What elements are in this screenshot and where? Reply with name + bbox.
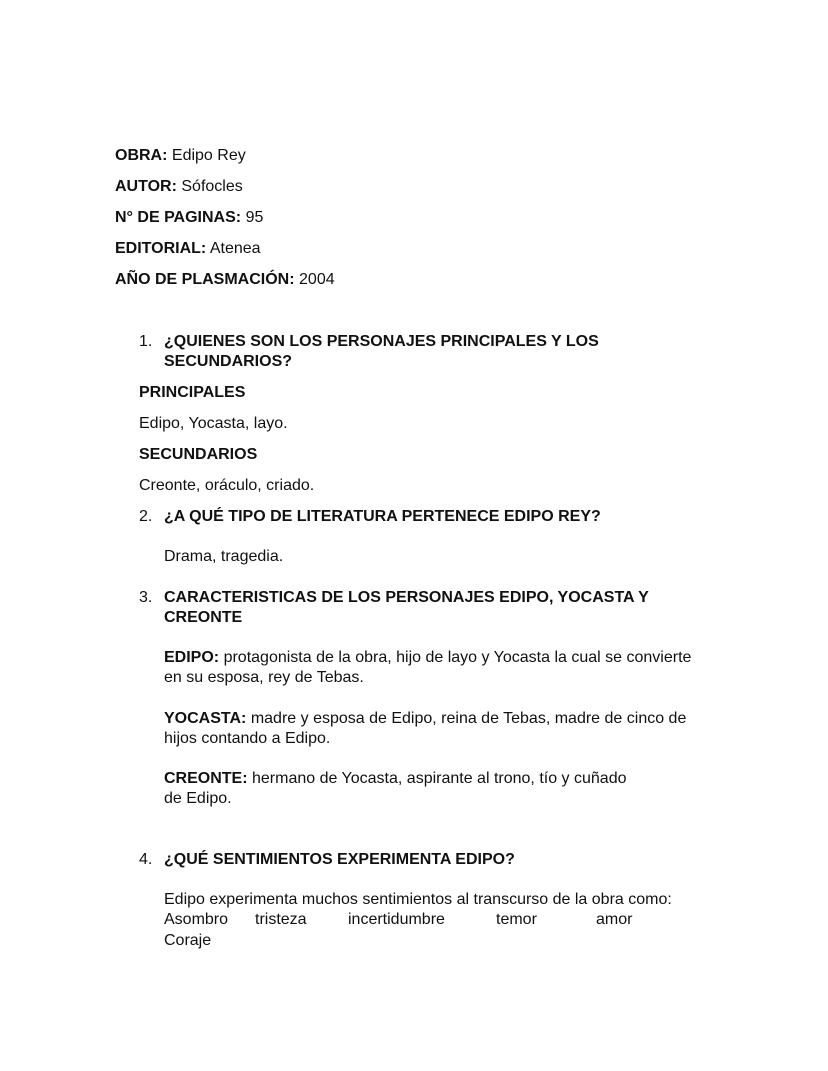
question-number: 2. (139, 508, 153, 525)
emotion-word: Asombro (164, 911, 229, 928)
section-heading-principales: PRINCIPALES (139, 384, 246, 401)
question-intro: Edipo experimenta muchos sentimientos al transcurso de la obra como: (164, 891, 672, 908)
character-desc-cont: de Edipo. (164, 790, 232, 807)
meta-label: AÑO DE PLASMACIÓN: (115, 271, 295, 288)
character-desc-cont: hijos contando a Edipo. (164, 730, 331, 747)
emotion-word: tristeza (255, 911, 307, 928)
character-name: CREONTE: (164, 770, 248, 787)
meta-value: Edipo Rey (171, 147, 246, 164)
meta-paginas (115, 208, 263, 228)
question-number: 3. (139, 589, 153, 606)
emotion-word: incertidumbre (348, 911, 445, 928)
character-desc: protagonista de la obra, hijo de layo y Yocasta la cual se convierte (219, 649, 692, 666)
meta-label: OBRA: (115, 147, 168, 164)
question-title-cont: CREONTE (164, 609, 243, 626)
emotion-word: amor (596, 911, 633, 928)
section-heading-secundarios: SECUNDARIOS (139, 446, 258, 463)
emotion-word-last: Coraje (164, 932, 212, 949)
meta-autor (115, 177, 243, 197)
question-title: ¿A QUÉ TIPO DE LITERATURA PERTENECE EDIPO REY? (164, 508, 601, 525)
question-title: ¿QUÉ SENTIMIENTOS EXPERIMENTA EDIPO? (164, 851, 515, 868)
character-edipo (164, 648, 724, 688)
principales-text: Edipo, Yocasta, layo. (139, 415, 288, 432)
secundarios-text: Creonte, oráculo, criado. (139, 477, 315, 494)
character-desc-cont: en su esposa, rey de Tebas. (164, 669, 364, 686)
meta-value: Atenea (209, 240, 261, 257)
meta-label: AUTOR: (115, 178, 177, 195)
meta-obra (115, 146, 246, 166)
question-number: 4. (139, 851, 153, 868)
meta-value: 95 (245, 209, 264, 226)
meta-label: EDITORIAL: (115, 240, 207, 257)
emotion-word: temor (496, 911, 537, 928)
character-yocasta (164, 709, 724, 749)
meta-value: 2004 (299, 271, 335, 288)
meta-editorial (115, 239, 261, 259)
meta-anio (115, 270, 335, 290)
question-title-cont: SECUNDARIOS? (164, 353, 293, 370)
meta-label: N° DE PAGINAS: (115, 209, 242, 226)
character-desc: madre y esposa de Edipo, reina de Tebas, madre de cinco de (246, 710, 687, 727)
question-title: ¿QUIENES SON LOS PERSONAJES PRINCIPALES Y LOS (164, 333, 599, 350)
question-answer: Drama, tragedia. (164, 548, 284, 565)
character-creonte (164, 769, 724, 809)
character-desc: hermano de Yocasta, aspirante al trono, tío y cuñado (247, 770, 627, 787)
character-name: EDIPO: (164, 649, 220, 666)
question-title: CARACTERISTICAS DE LOS PERSONAJES EDIPO, YOCASTA Y (164, 589, 649, 606)
character-name: YOCASTA: (164, 710, 247, 727)
question-number: 1. (139, 333, 153, 350)
meta-value: Sófocles (181, 178, 243, 195)
